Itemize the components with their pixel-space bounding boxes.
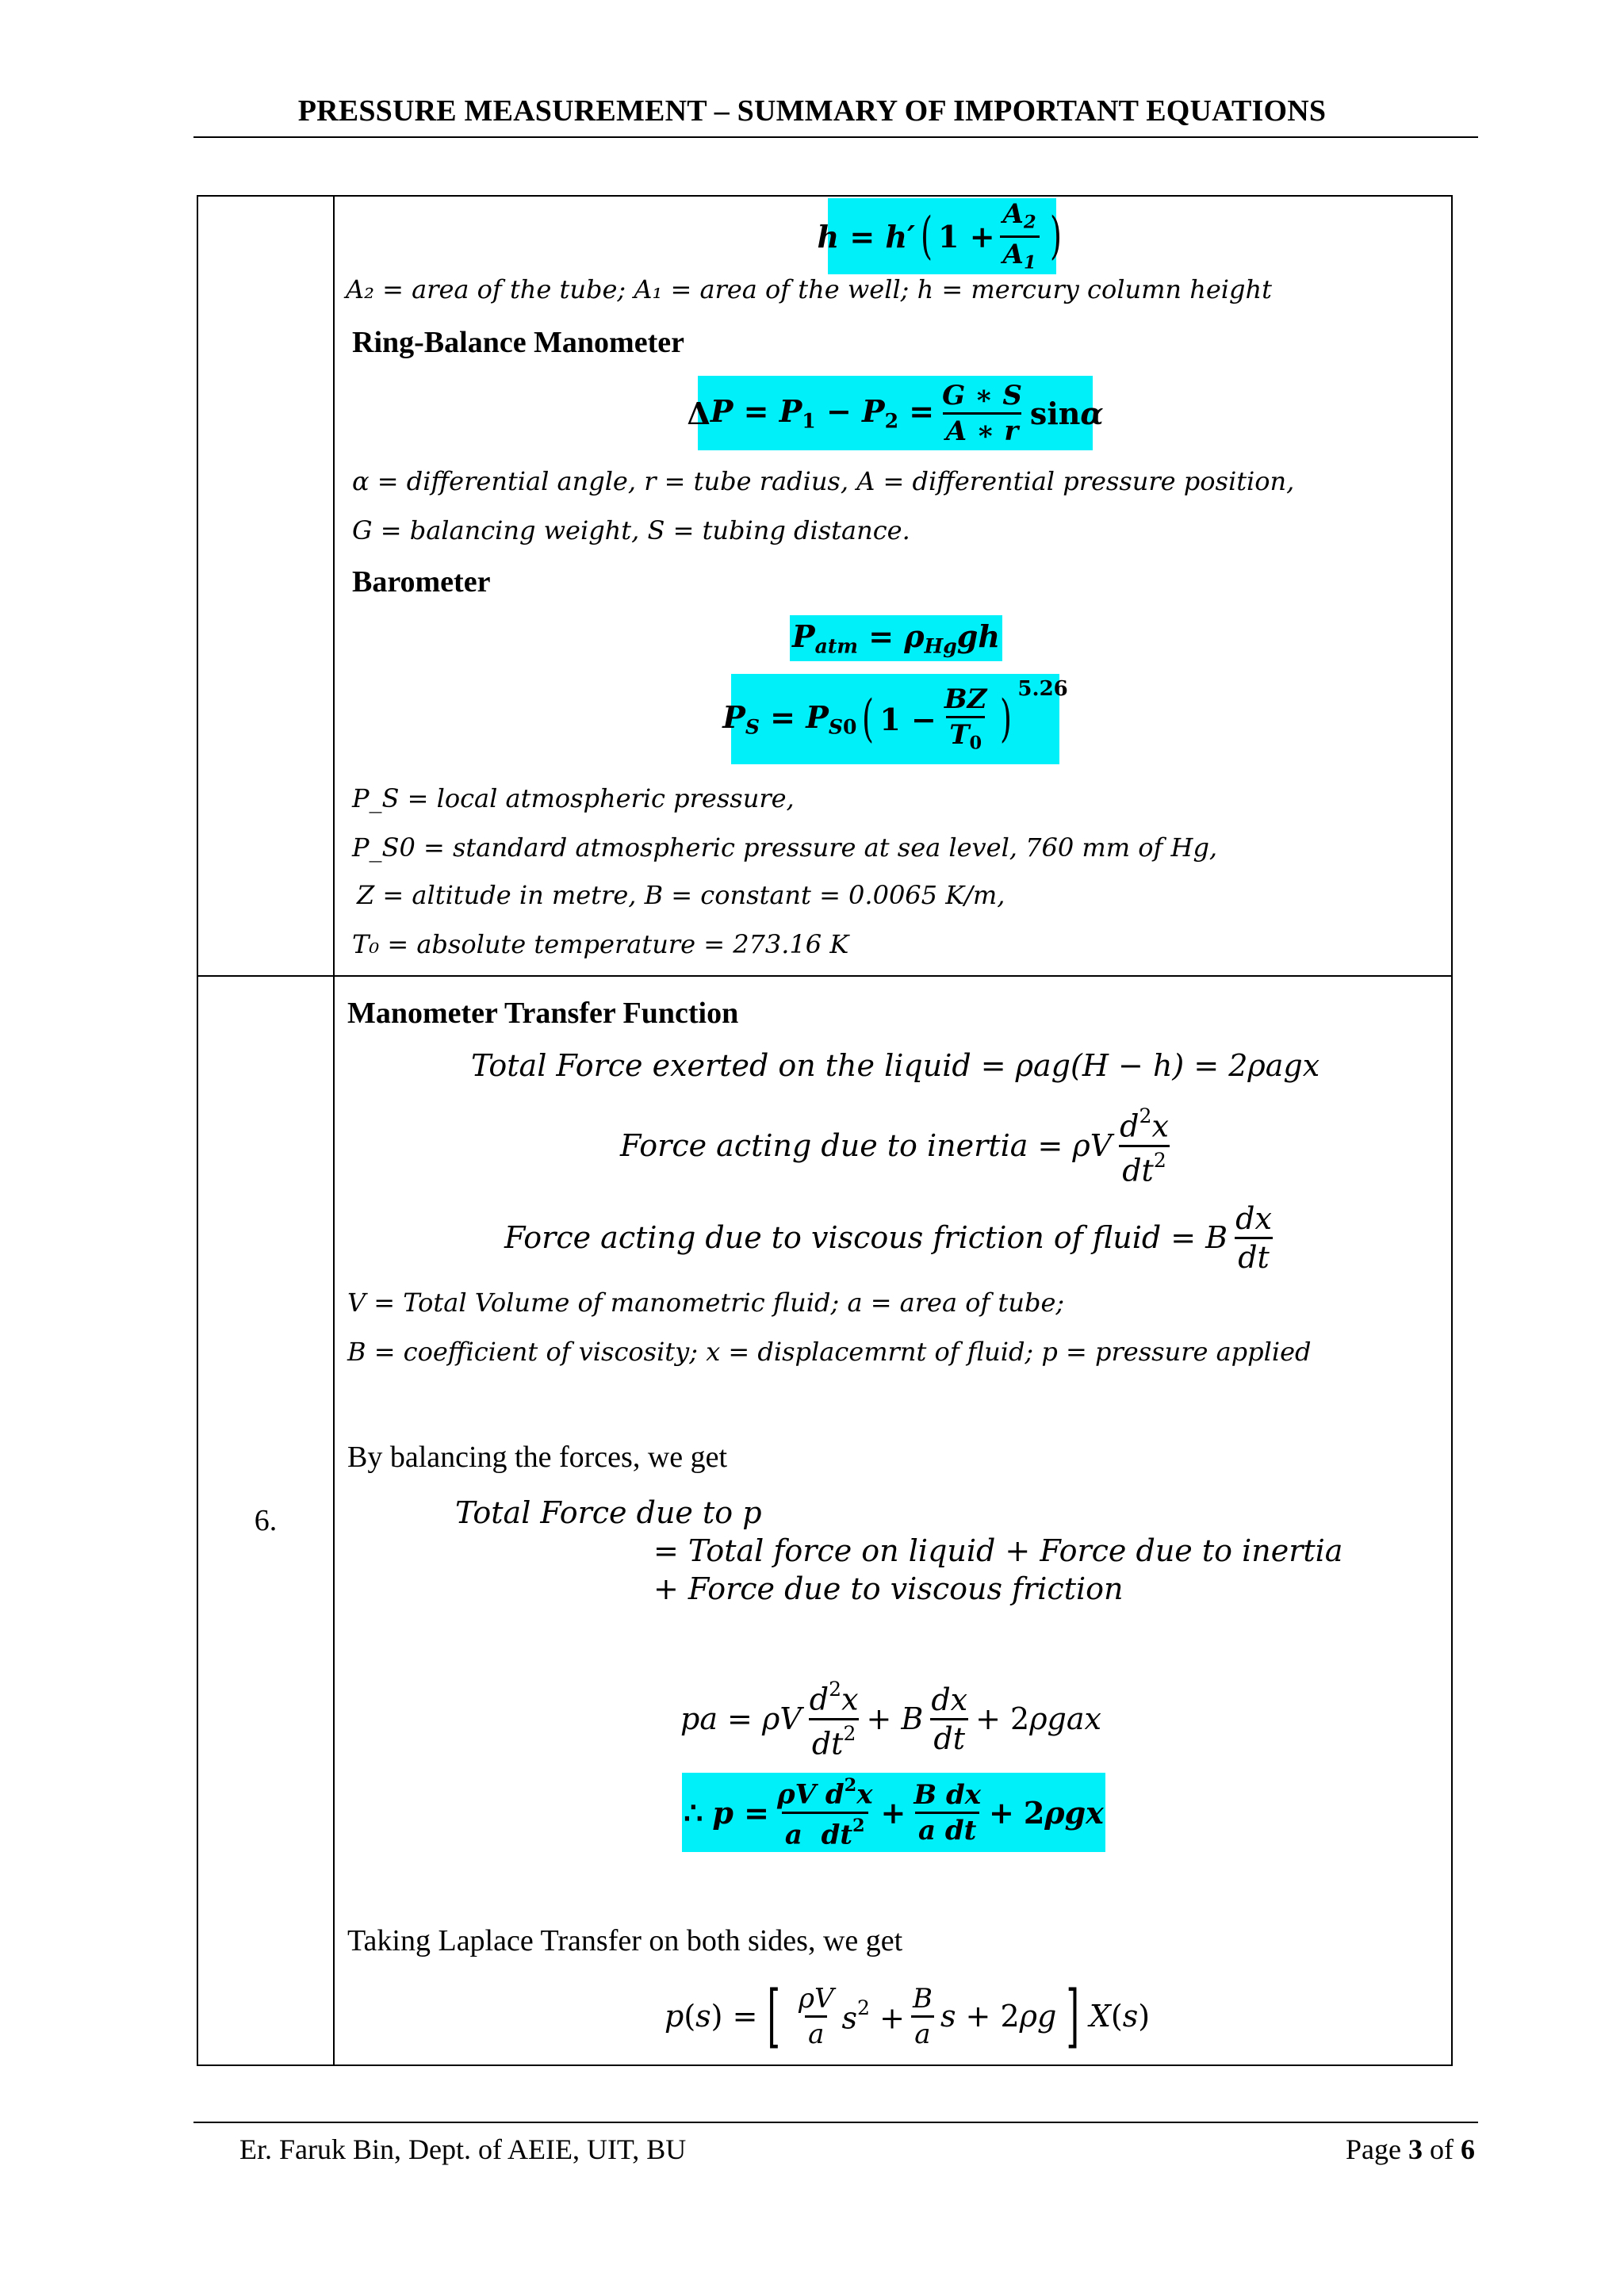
transfer-definition-line-1: V = Total Volume of manometric fluid; a = area of tube; [347, 1288, 1065, 1318]
viscous-force-equation: Force acting due to viscous friction of fluid = B $\frac{dx}{dt}$ [504, 1200, 1272, 1275]
total-force-equation: Total Force exerted on the liquid = ρag(H − h) = 2ρagx [471, 1048, 1320, 1083]
ring-definition-line-1: α = differential angle, r = tube radius, A = differential pressure position, [352, 466, 1295, 496]
footer-author: Er. Faruk Bin, Dept. of AEIE, UIT, BU [239, 2133, 687, 2165]
barometer-definition-line-1: P_S = local atmospheric pressure, [352, 783, 795, 813]
force-sum-line-2: = Total force on liquid + Force due to inertia [653, 1533, 1343, 1568]
row-serial-number: 6. [254, 1504, 278, 1537]
footer-page-number [1346, 2133, 1475, 2166]
force-balance-equation: pa = ρV $\frac{d^2x}{dt^2}$ + B $\frac{dx}{dt}$ + 2ρgax [680, 1677, 1101, 1762]
transfer-function-heading: Manometer Transfer Function [347, 997, 739, 1030]
transfer-definition-line-2: B = coefficient of viscosity; x = displacemrnt of fluid; p = pressure applied [347, 1337, 1312, 1367]
page-current: 3 [1408, 2133, 1423, 2165]
force-sum-line-3: + Force due to viscous friction [653, 1571, 1124, 1606]
ring-balance-heading: Ring-Balance Manometer [352, 326, 684, 359]
inertia-force-label: Force acting due to inertia = ρV [620, 1128, 1113, 1163]
row-divider [198, 975, 1451, 977]
laplace-equation: p(s) = [ $\frac{\rho V}{a}$ $s^2$ + $\frac{B}{a}$ s + 2ρg ] X(s) [665, 1976, 1151, 2056]
force-sum-line-1: Total Force due to p [455, 1495, 762, 1530]
page-total: 6 [1461, 2133, 1475, 2165]
barometer-definition-line-2: P_S0 = standard atmospheric pressure at sea level, 760 mm of Hg, [352, 832, 1218, 863]
page-separator: of [1423, 2133, 1461, 2165]
column-divider [333, 197, 335, 2064]
well-equation: h = h′ ( 1 + $\frac{A_2}{A_1}$ ) [817, 198, 1062, 274]
laplace-text: Taking Laplace Transfer on both sides, we get [347, 1924, 903, 1957]
ring-balance-equation: Δ $P = P_1 - P_2$ = $\frac{G ∗ S}{A ∗ r}$ sin α [687, 379, 1104, 447]
header-rule [193, 136, 1478, 138]
barometer-exponent: 5.26 [1017, 677, 1068, 701]
pressure-equation: ∴ p = $\frac{\rho V d^2x}{a dt^2}$ + $\frac{\text{B dx}}{\text{a dt}}$ + 2ρgx [684, 1774, 1104, 1851]
footer-rule [193, 2122, 1478, 2123]
barometer-definition-line-4: T₀ = absolute temperature = 273.16 K [352, 929, 849, 959]
barometer-heading: Barometer [352, 565, 491, 599]
barometer-definition-line-3: Z = altitude in metre, B = constant = 0.0065 K/m, [357, 880, 1005, 910]
well-definitions: A₂ = area of the tube; A₁ = area of the well; h = mercury column height [346, 274, 1272, 304]
ring-definition-line-2: G = balancing weight, S = tubing distance. [352, 515, 910, 545]
balancing-text: By balancing the forces, we get [347, 1441, 728, 1474]
page-title: PRESSURE MEASUREMENT – SUMMARY OF IMPORTANT EQUATIONS [297, 94, 1327, 128]
page-prefix: Page [1346, 2133, 1408, 2165]
atmospheric-pressure-equation: $P_{atm} = \rho_{Hg}gh$ [792, 618, 1000, 658]
viscous-force-label: Force acting due to viscous friction of fluid = B [504, 1220, 1228, 1255]
local-pressure-equation: $P_S = P_{S0}$ ( 1 − $\frac{BZ}{T_0}$ ) 5.26 [722, 677, 1068, 754]
inertia-force-equation: Force acting due to inertia = ρV $\frac{d^2x}{dt^2}$ [620, 1104, 1169, 1188]
